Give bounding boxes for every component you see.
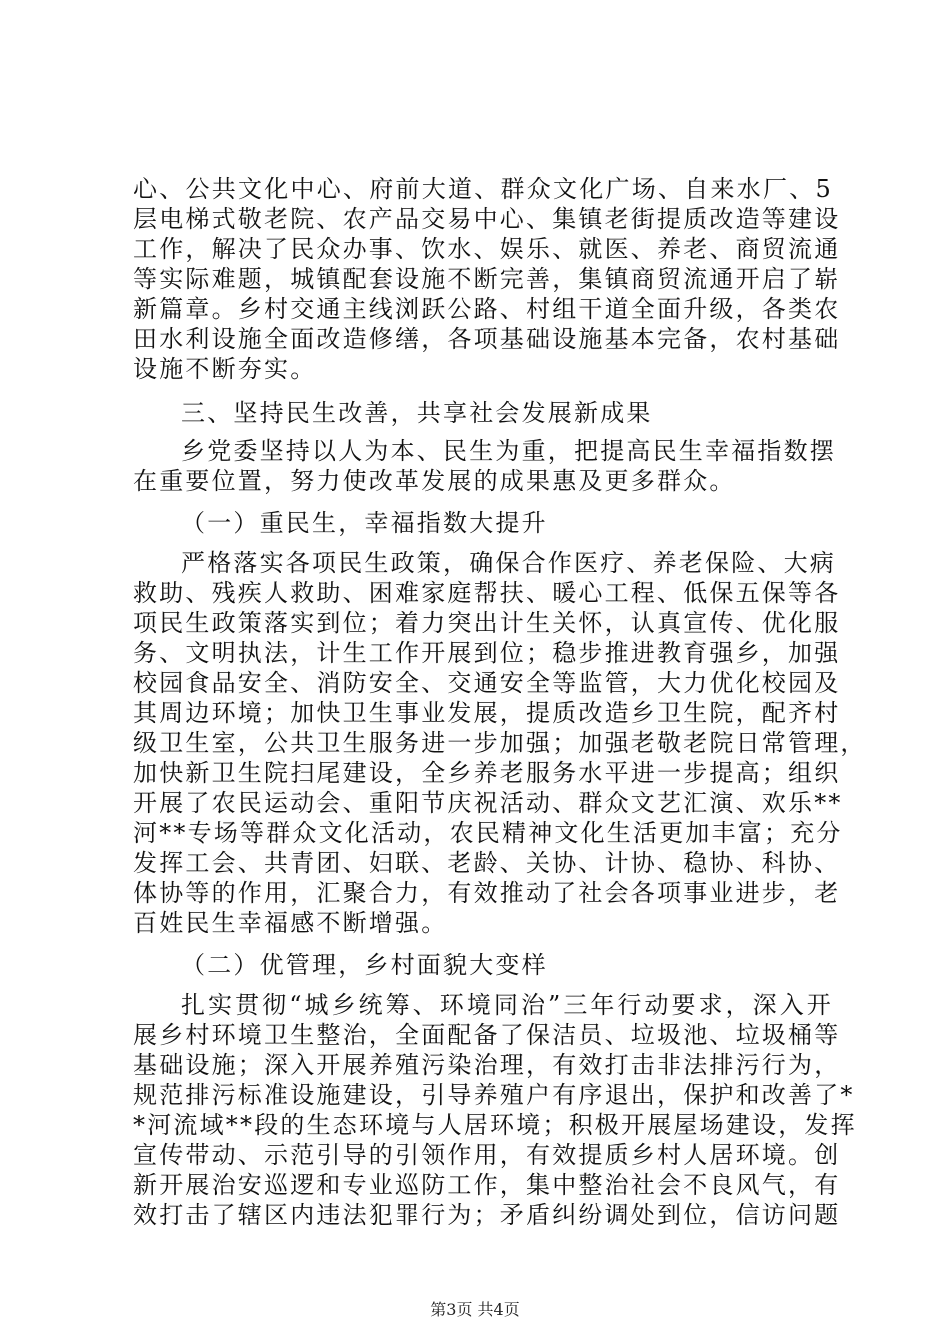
text-line: 新开展治安巡逻和专业巡防工作，集中整治社会不良风气，有 (133, 1171, 841, 1199)
text-line: 乡党委坚持以人为本、民生为重，把提高民生幸福指数摆 (181, 437, 836, 465)
text-line: 新篇章。乡村交通主线浏跃公路、村组干道全面升级，各类农 (133, 295, 841, 323)
text-line: 扎实贯彻“城乡统筹、环境同治”三年行动要求，深入开 (181, 991, 833, 1019)
text-line: 务、文明执法，计生工作开展到位；稳步推进教育强乡，加强 (133, 639, 841, 667)
text-line: 基础设施；深入开展养殖污染治理，有效打击非法排污行为， (133, 1051, 841, 1079)
text-line: 百姓民生幸福感不断增强。 (133, 909, 448, 937)
text-line: 层电梯式敬老院、农产品交易中心、集镇老街提质改造等建设 (133, 205, 841, 233)
text-line: 设施不断夯实。 (133, 355, 317, 383)
text-line: 体协等的作用，汇聚合力，有效推动了社会各项事业进步，老 (133, 879, 841, 907)
text-line: 级卫生室，公共卫生服务进一步加强；加强老敬老院日常管理， (133, 729, 867, 757)
text-line: 三、坚持民生改善，共享社会发展新成果 (181, 399, 653, 427)
text-line: 心、公共文化中心、府前大道、群众文化广场、自来水厂、5 (133, 175, 833, 203)
text-line: （一）重民生，幸福指数大提升 (181, 509, 548, 537)
text-line: 发挥工会、共青团、妇联、老龄、关协、计协、稳协、科协、 (133, 849, 841, 877)
text-line: *河流域**段的生态环境与人居环境；积极开展屋场建设，发挥 (133, 1111, 857, 1139)
text-line: 河**专场等群众文化活动，农民精神文化生活更加丰富；充分 (133, 819, 843, 847)
text-line: 宣传带动、示范引导的引领作用，有效提质乡村人居环境。创 (133, 1141, 841, 1169)
text-line: 严格落实各项民生政策，确保合作医疗、养老保险、大病 (181, 549, 836, 577)
text-line: 展乡村环境卫生整治，全面配备了保洁员、垃圾池、垃圾桶等 (133, 1021, 841, 1049)
text-line: 效打击了辖区内违法犯罪行为；矛盾纠纷调处到位，信访问题 (133, 1201, 841, 1229)
text-line: （二）优管理，乡村面貌大变样 (181, 951, 548, 979)
text-line: 等实际难题，城镇配套设施不断完善，集镇商贸流通开启了崭 (133, 265, 841, 293)
page-footer: 第3页 共4页 (430, 1300, 520, 1319)
text-line: 开展了农民运动会、重阳节庆祝活动、群众文艺汇演、欢乐** (133, 789, 843, 817)
text-line: 其周边环境；加快卫生事业发展，提质改造乡卫生院，配齐村 (133, 699, 841, 727)
text-line: 在重要位置，努力使改革发展的成果惠及更多群众。 (133, 467, 736, 495)
text-line: 校园食品安全、消防安全、交通安全等监管，大力优化校园及 (133, 669, 841, 697)
text-line: 救助、残疾人救助、困难家庭帮扶、暖心工程、低保五保等各 (133, 579, 841, 607)
text-line: 工作，解决了民众办事、饮水、娱乐、就医、养老、商贸流通 (133, 235, 841, 263)
text-line: 田水利设施全面改造修缮，各项基础设施基本完备，农村基础 (133, 325, 841, 353)
text-line: 加快新卫生院扫尾建设，全乡养老服务水平进一步提高；组织 (133, 759, 841, 787)
text-line: 规范排污标准设施建设，引导养殖户有序退出，保护和改善了* (133, 1081, 855, 1109)
text-line: 项民生政策落实到位；着力突出计生关怀，认真宣传、优化服 (133, 609, 841, 637)
